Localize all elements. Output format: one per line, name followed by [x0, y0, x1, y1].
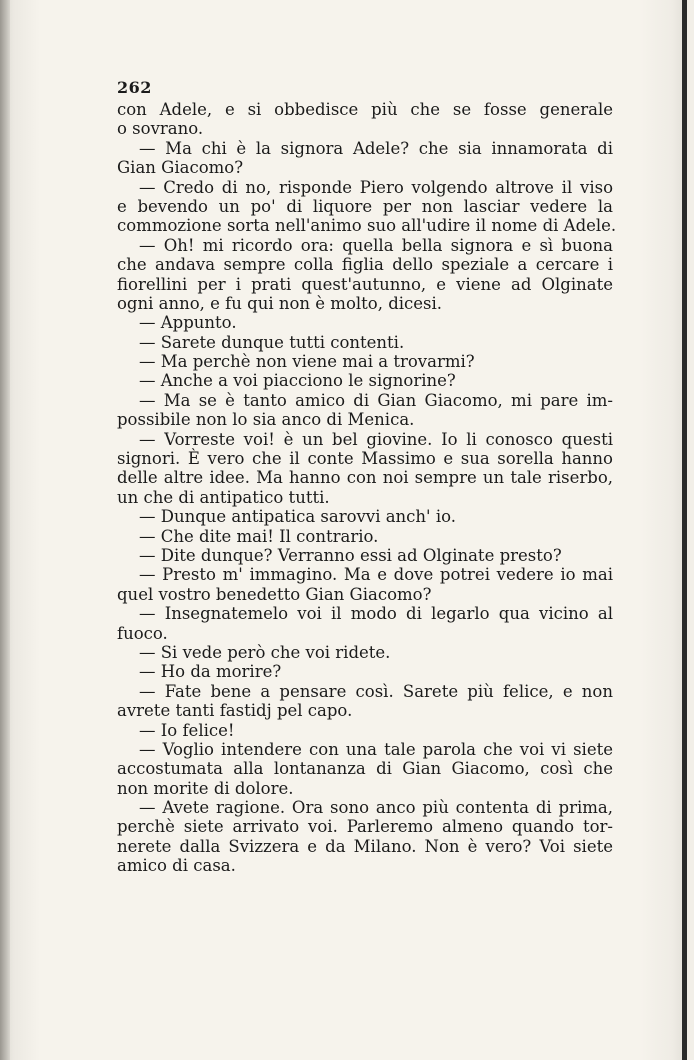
text-line: possibile non lo sia anco di Menica. [117, 410, 415, 430]
text-line: avrete tanti fastidj pel capo. [117, 701, 353, 721]
text-line: — Fate bene a pensare così. Sarete più felice, e non [139, 681, 613, 701]
text-line: — Che dite mai! Il contrario. [139, 526, 379, 546]
text-line: — Ma se è tanto amico di Gian Giacomo, mi pare im- [139, 390, 613, 410]
text-line: un che di antipatico tutti. [117, 487, 330, 507]
text-line: commozione sorta nell'animo suo all'udire il nome di Adele. [117, 216, 617, 236]
text-line: o sovrano. [117, 119, 204, 139]
text-line: — Insegnatemelo voi il modo di legarlo qua vicino al [139, 604, 613, 624]
text-line: ogni anno, e fu qui non è molto, dicesi. [117, 293, 443, 313]
text-line: — Sarete dunque tutti contenti. [139, 332, 405, 352]
page-text [117, 100, 617, 876]
text-line: — Appunto. [139, 313, 237, 333]
text-line: nerete dalla Svizzera e da Milano. Non è vero? Voi siete [117, 836, 613, 856]
text-line: — Ho da morire? [139, 662, 282, 682]
text-line: — Vorreste voi! è un bel giovine. Io li conosco questi [139, 429, 613, 449]
text-line: delle altre idee. Ma hanno con noi sempre un tale riserbo, [117, 468, 613, 488]
text-line: — Dite dunque? Verranno essi ad Olginate presto? [139, 545, 562, 565]
text-line: non morite di dolore. [117, 778, 294, 798]
text-line: che andava sempre colla figlia dello speziale a cercare i [117, 255, 613, 275]
text-line: amico di casa. [117, 856, 236, 876]
text-line: — Oh! mi ricordo ora: quella bella signora e sì buona [139, 235, 613, 255]
text-line: — Ma perchè non viene mai a trovarmi? [139, 352, 475, 372]
text-line: — Anche a voi piacciono le signorine? [139, 371, 456, 391]
text-line: accostumata alla lontananza di Gian Giacomo, così che [117, 759, 613, 779]
text-line: — Voglio intendere con una tale parola che voi vi siete [139, 739, 613, 759]
text-line: signori. È vero che il conte Massimo e sua sorella hanno [117, 449, 613, 469]
page-right-margin [687, 0, 694, 1060]
text-line: fiorellini per i prati quest'autunno, e viene ad Olginate [117, 274, 613, 294]
text-line: — Credo di no, risponde Piero volgendo altrove il viso [139, 177, 613, 197]
text-line: — Dunque antipatica sarovvi anch' io. [139, 507, 456, 527]
text-line: fuoco. [117, 623, 168, 643]
page-number: 262 [117, 78, 152, 97]
page-binding-edge [0, 0, 10, 1060]
text-line: con Adele, e si obbedisce più che se fosse generale [117, 100, 613, 119]
text-line: — Avete ragione. Ora sono anco più contenta di prima, [139, 798, 613, 818]
text-line: — Presto m' immagino. Ma e dove potrei vedere io mai [139, 565, 613, 585]
text-line: quel vostro benedetto Gian Giacomo? [117, 584, 432, 604]
text-line: — Si vede però che voi ridete. [139, 642, 391, 662]
text-line: — Ma chi è la signora Adele? che sia innamorata di [139, 138, 613, 158]
text-line: e bevendo un po' di liquore per non lasciar vedere la [117, 196, 613, 216]
text-line: Gian Giacomo? [117, 158, 244, 178]
text-line: perchè siete arrivato voi. Parleremo almeno quando tor- [117, 817, 613, 837]
text-line: — Io felice! [139, 720, 235, 740]
